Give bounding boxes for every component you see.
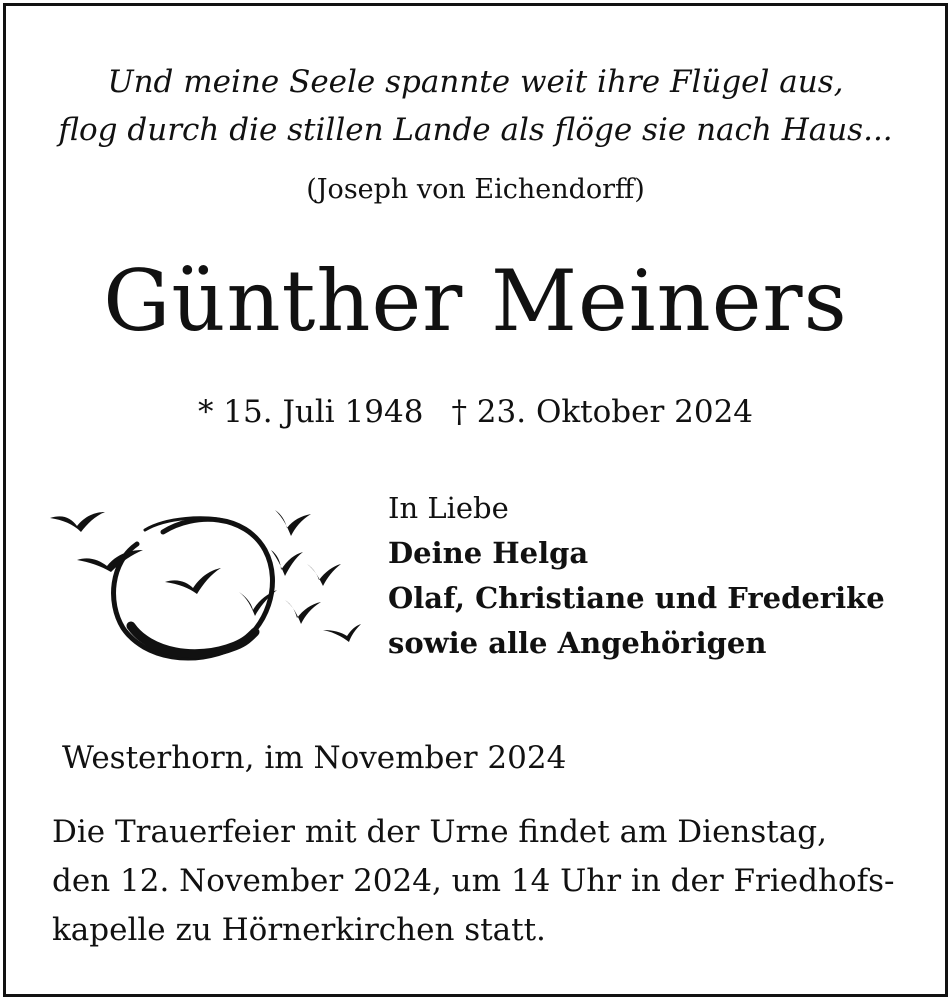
quote-line-2: flog durch die stillen Lande als flöge sie nach Haus... bbox=[58, 112, 893, 148]
quote-line-1: Und meine Seele spannte weit ihre Flügel aus, bbox=[107, 64, 844, 100]
ceremony-line-3: kapelle zu Hörnerkirchen statt. bbox=[52, 912, 546, 948]
mourners-intro: In Liebe bbox=[388, 491, 509, 525]
mourner-line-1: Deine Helga bbox=[388, 536, 589, 570]
poem-quote bbox=[0, 58, 951, 154]
death-date: † 23. Oktober 2024 bbox=[451, 394, 754, 430]
place-date: Westerhorn, im November 2024 bbox=[62, 740, 567, 776]
ceremony-info bbox=[52, 808, 894, 955]
mourner-line-3: sowie alle Angehörigen bbox=[388, 626, 767, 660]
mourner-line-2: Olaf, Christiane und Frederike bbox=[388, 581, 885, 615]
circle-with-flying-birds-icon bbox=[45, 500, 365, 670]
quote-author: (Joseph von Eichendorff) bbox=[306, 174, 645, 205]
birth-date: * 15. Juli 1948 bbox=[197, 394, 424, 430]
ceremony-line-1: Die Trauerfeier mit der Urne findet am Dienstag, bbox=[52, 814, 827, 850]
life-dates bbox=[0, 394, 951, 430]
deceased-name: Günther Meiners bbox=[103, 252, 848, 350]
ceremony-line-2: den 12. November 2024, um 14 Uhr in der Friedhofs- bbox=[52, 863, 895, 899]
mourners-block bbox=[388, 486, 885, 666]
